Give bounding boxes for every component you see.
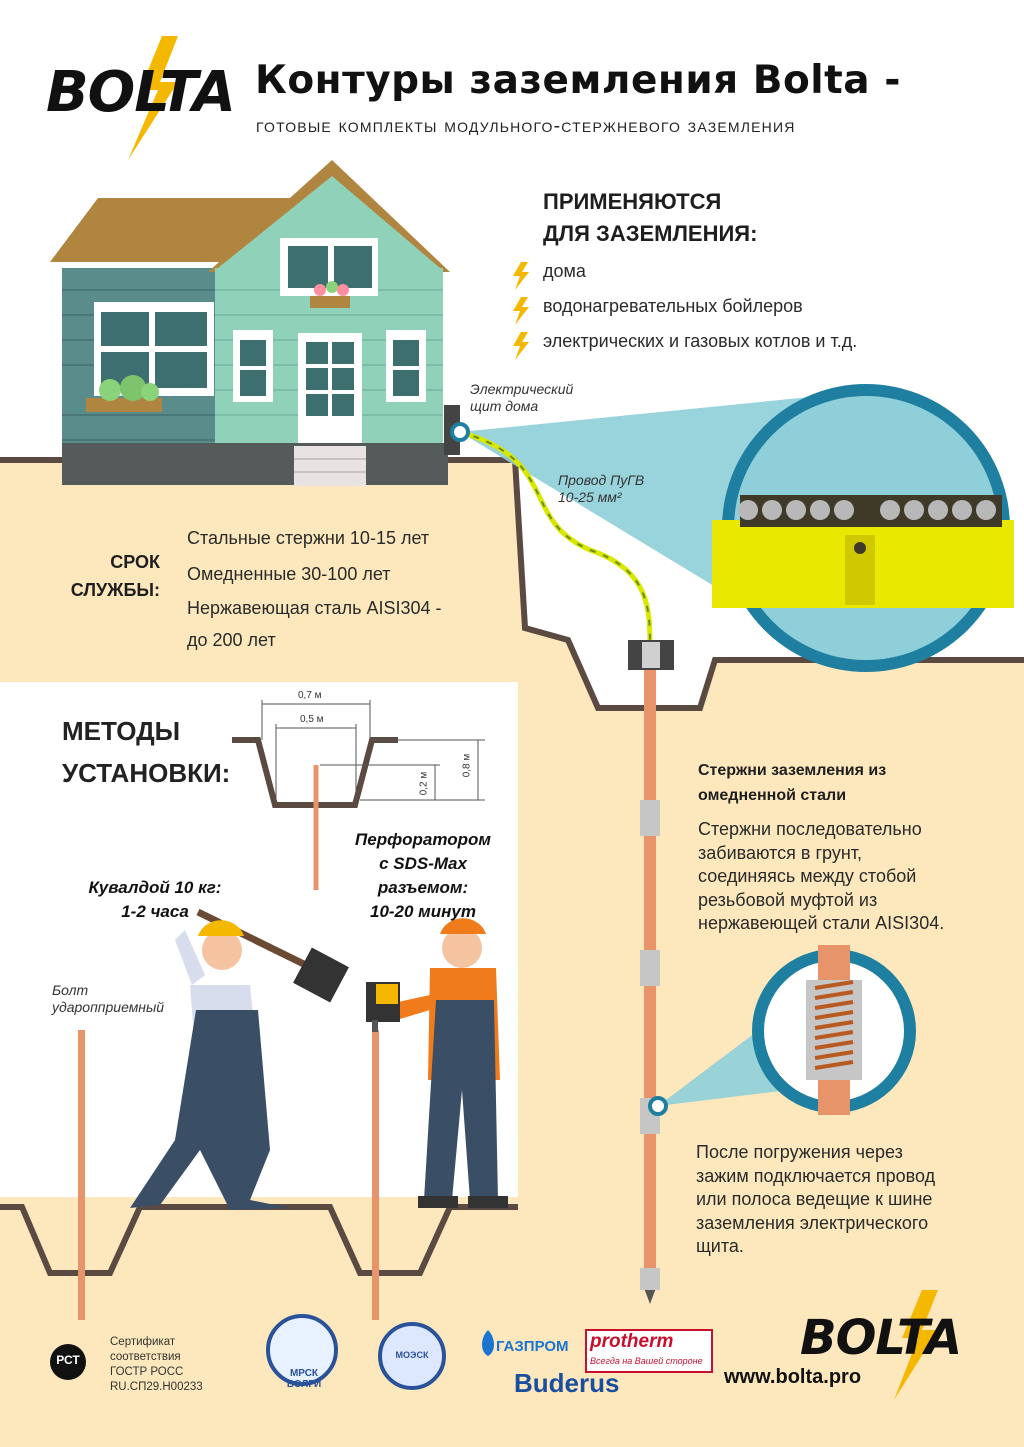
drill-rod <box>372 1030 379 1320</box>
buderus-logo-text: Buderus <box>514 1368 620 1398</box>
sledgehammer-caption <box>70 876 240 924</box>
sledgehammer-caption-line1: Кувалдой 10 кг: <box>88 878 222 897</box>
coupling-point-icon <box>650 1098 666 1114</box>
bolt-label <box>52 982 164 1016</box>
dim-rod-depth: 0,2 м <box>418 771 430 796</box>
application-item: дома <box>543 261 586 281</box>
rods-after-line: зажим подключается провод <box>696 1165 936 1186</box>
dim-inner-width: 0,5 м <box>300 714 324 725</box>
protherm-slogan: Всегда на Вашей стороне <box>590 1356 703 1366</box>
gazprom-logo-text: ГАЗПРОМ <box>496 1338 569 1355</box>
wire-label <box>558 472 644 506</box>
rst-logo-text: РСТ <box>56 1353 80 1367</box>
rods-desc-line: нержавеющей стали AISI304. <box>698 913 945 933</box>
service-life-heading <box>60 548 160 604</box>
brand-logo: BOLTA <box>46 60 235 125</box>
wire-label-line1: Провод ПуГВ <box>558 472 645 488</box>
dim-trench-depth: 0,8 м <box>461 753 473 778</box>
service-life-item: Нержавеющая сталь AISI304 - <box>187 598 442 618</box>
methods-heading <box>62 710 230 794</box>
rods-after-line: заземления электрического <box>696 1212 929 1233</box>
rods-desc-line: забиваются в грунт, <box>698 842 863 863</box>
application-item: электрических и газовых котлов и т.д. <box>543 331 858 351</box>
service-life-item: Омедненные 30-100 лет <box>187 564 391 584</box>
certificate-line: RU.СП29.Н00233 <box>110 1381 203 1393</box>
rods-heading-line1: Стержни заземления из <box>698 762 887 779</box>
moesk-logo-text: МОЭСК <box>395 1350 429 1360</box>
mrsk-line1: МРСК <box>289 1368 319 1379</box>
service-life-item: до 200 лет <box>187 630 276 650</box>
certificate-text <box>110 1335 203 1395</box>
drill-caption-line4: 10-20 минут <box>369 902 476 921</box>
certificate-line: ГОСТР РОСС <box>110 1366 184 1378</box>
application-heading-line1: ПРИМЕНЯЮТСЯ <box>543 189 722 214</box>
service-life-heading-line2: СЛУЖБЫ: <box>70 580 160 600</box>
rods-after-line: После погружения через <box>696 1142 903 1162</box>
rods-desc-line: резьбовой муфтой из <box>698 889 878 910</box>
rods-heading-line2: омедненной стали <box>698 787 847 804</box>
rods-description <box>698 818 944 936</box>
panel-point-icon <box>452 424 468 440</box>
rods-desc-line: Стержни последовательно <box>698 819 922 839</box>
mrsk-logo-text <box>272 1368 336 1390</box>
drill-caption <box>348 828 498 924</box>
mrsk-line2: ВОЛГИ <box>286 1379 322 1390</box>
page-title: Контуры заземления Bolta - <box>255 58 901 103</box>
coupling-magnifier <box>758 945 910 1115</box>
lightning-bullet-icon <box>513 262 529 360</box>
page-subtitle: готовые комплекты модульного-стержневого заземления <box>256 115 796 137</box>
bolt-rod <box>78 1030 85 1320</box>
rods-desc-line: соединяясь между стобой <box>698 866 917 886</box>
rods-heading <box>698 758 886 808</box>
wire-label-line2: 10-25 мм² <box>558 489 622 505</box>
panel-label-line1: Электрический <box>470 381 574 397</box>
methods-heading-line2: УСТАНОВКИ: <box>62 758 231 788</box>
bolt-label-line2: ударопприемный <box>52 999 165 1015</box>
website-link[interactable]: www.bolta.pro <box>724 1366 862 1388</box>
certificate-line: Сертификат <box>110 1336 176 1348</box>
protherm-logo-text: protherm <box>590 1331 674 1352</box>
drill-caption-line2: с SDS-Max <box>379 854 467 873</box>
rods-after-text <box>696 1141 935 1259</box>
application-heading-line2: ДЛЯ ЗАЗЕМЛЕНИЯ: <box>543 221 758 246</box>
drill-caption-line3: разъемом: <box>377 878 469 897</box>
rods-after-line: или полоса ведещие к шине <box>696 1189 933 1209</box>
drill-caption-line1: Перфоратором <box>355 830 491 849</box>
sledgehammer-caption-line2: 1-2 часа <box>121 902 189 921</box>
application-item: водонагревательных бойлеров <box>543 296 803 316</box>
dim-outer-width: 0,7 м <box>298 690 322 701</box>
certificate-line: соответствия <box>110 1351 181 1363</box>
methods-heading-line1: МЕТОДЫ <box>62 716 181 746</box>
house-illustration <box>50 160 460 486</box>
bolt-label-line1: Болт <box>52 982 89 998</box>
rods-after-line: щита. <box>696 1236 744 1256</box>
footer-brand-logo: BOLTA <box>800 1310 962 1366</box>
service-life-heading-line1: СРОК <box>110 552 160 572</box>
application-heading <box>543 186 757 250</box>
panel-label-line2: щит дома <box>470 398 539 414</box>
panel-label <box>470 381 573 415</box>
service-life-item: Стальные стержни 10-15 лет <box>187 528 430 548</box>
